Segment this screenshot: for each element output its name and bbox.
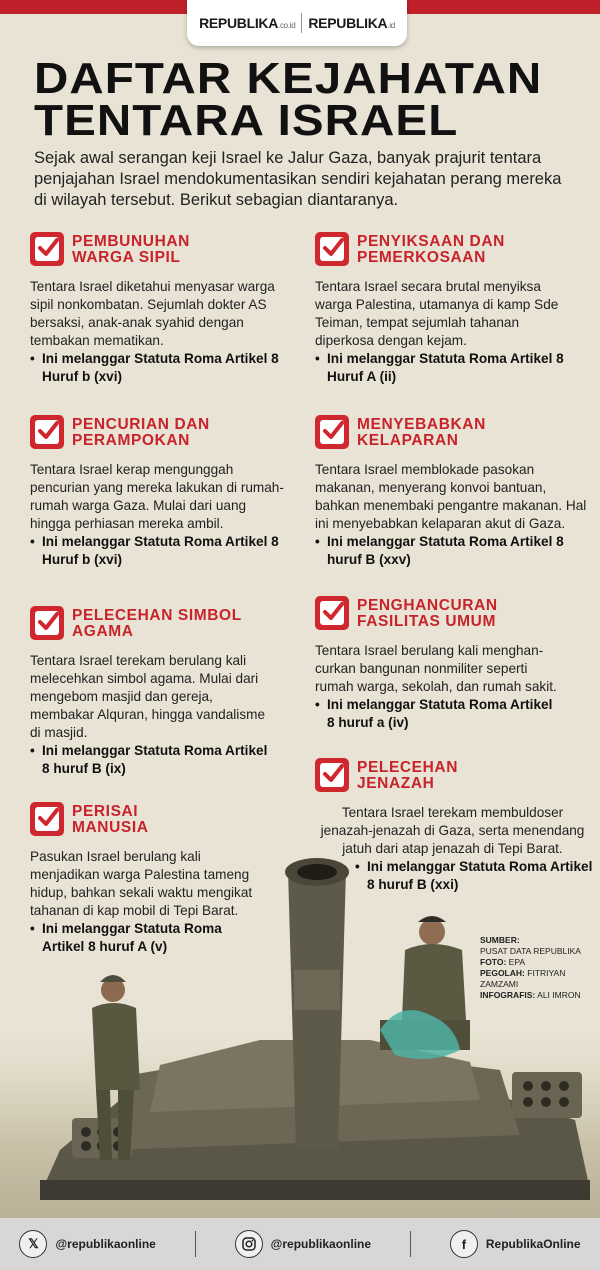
item-body: Pasukan Israel berulang kali menjadikan warga Palestina tameng hidup, bahkan sekali waktu mengikat tahanan di kap mobil di Tepi Barat. xyxy=(30,849,253,918)
item-title: PEMBUNUHAN WARGA SIPIL xyxy=(72,233,190,266)
checkmark-icon xyxy=(30,232,64,266)
x-link[interactable] xyxy=(19,1230,155,1258)
logo-tab xyxy=(187,0,407,46)
social-footer xyxy=(0,1218,600,1270)
intro-text: Sejak awal serangan keji Israel ke Jalur Gaza, banyak prajurit tentara penjajahan Israel mendokumentasikan sendiri kejahatan perang mereka di wilayah tersebut. Berikut sebagian diantaranya. xyxy=(34,149,562,209)
item-body: Tentara Israel diketahui menyasar warga sipil nonkombatan. Sejumlah dokter AS bersaksi, anak-anak syahid dengan tembakan mematikan. xyxy=(30,279,275,348)
footer-divider xyxy=(410,1231,411,1257)
item-body: Tentara Israel secara brutal menyiksa warga Palestina, utamanya di kamp Sde Teiman, tempat sejumlah tahanan diperkosa dengan kejam. xyxy=(315,279,559,348)
item-title: PELECEHAN JENAZAH xyxy=(357,759,458,792)
instagram-handle: @republikaonline xyxy=(270,1237,372,1251)
item-law: • Ini melanggar Statuta Roma Artikel 8 huruf a (iv) xyxy=(315,697,553,730)
x-handle: @republikaonline xyxy=(55,1237,156,1251)
facebook-icon: f xyxy=(450,1230,478,1258)
page-title: DAFTAR KEJAHATAN TENTARA ISRAEL xyxy=(34,54,543,145)
item-law: • Ini melanggar Statuta Roma Artikel 8 Huruf b (xvi) xyxy=(30,351,279,384)
item-body: Tentara Israel kerap mengunggah pencurian yang mereka lakukan di rumah-rumah warga Gaza. Mulai dari uang hingga perhiasan mereka ambil. xyxy=(30,462,284,531)
republika-co-id-logo[interactable]: REPUBLIKA.co.id xyxy=(199,15,296,31)
item-body: Tentara Israel memblokade pasokan makanan, menyerang konvoi bantuan, bahkan menembaki pengantre makanan. Hal ini menyebabkan kelaparan akut di Gaza. xyxy=(315,462,587,531)
item-law: • Ini melanggar Statuta Roma Artikel 8 huruf B (xxi) xyxy=(355,859,593,892)
checkmark-icon xyxy=(315,596,349,630)
item-pencurian xyxy=(30,415,290,569)
item-title: PENGHANCURAN FASILITAS UMUM xyxy=(357,597,498,630)
item-title: PENCURIAN DAN PERAMPOKAN xyxy=(72,416,210,449)
facebook-link[interactable] xyxy=(450,1230,581,1258)
item-body: Tentara Israel terekam membuldoser jenazah-jenazah di Gaza, serta menendang jatuh dari atap jenazah di Tepi Barat. xyxy=(320,805,585,856)
credits: SUMBER: PUSAT DATA REPUBLIKA FOTO: EPA PEGOLAH: FITRIYAN ZAMZAMI INFOGRAFIS: ALI IMRON xyxy=(480,935,581,1000)
item-title: PERISAI MANUSIA xyxy=(72,803,149,836)
item-pembunuhan xyxy=(30,232,290,386)
item-title: PELECEHAN SIMBOL AGAMA xyxy=(72,607,242,640)
item-law: • Ini melanggar Statuta Roma Artikel 8 Huruf b (xvi) xyxy=(30,534,279,567)
item-penghancuran xyxy=(315,596,575,732)
item-pelecehan-simbol xyxy=(30,606,290,778)
item-body: Tentara Israel terekam berulang kali melecehkan simbol agama. Mulai dari mengebom masjid dan gereja, membakar Alquran, hingga vandalisme di masjid. xyxy=(30,653,266,740)
item-penyiksaan xyxy=(315,232,575,386)
checkmark-icon xyxy=(30,415,64,449)
logo-separator xyxy=(301,13,302,33)
item-law: • Ini melanggar Statuta Roma Artikel 8 huruf A (v) xyxy=(30,921,222,954)
item-title: MENYEBABKAN KELAPARAN xyxy=(357,416,486,449)
item-law: • Ini melanggar Statuta Roma Artikel 8 huruf B (xxv) xyxy=(315,534,564,567)
checkmark-icon xyxy=(315,758,349,792)
checkmark-icon xyxy=(30,606,64,640)
checkmark-icon xyxy=(315,232,349,266)
item-title: PENYIKSAAN DAN PEMERKOSAAN xyxy=(357,233,505,266)
instagram-link[interactable] xyxy=(235,1230,371,1258)
facebook-handle: RepublikaOnline xyxy=(485,1237,581,1251)
item-body: Tentara Israel berulang kali menghan-curkan bangunan nonmiliter seperti rumah warga, sekolah, dan rumah sakit. xyxy=(315,643,557,694)
item-law: • Ini melanggar Statuta Roma Artikel 8 huruf B (ix) xyxy=(30,743,268,776)
instagram-icon xyxy=(235,1230,263,1258)
x-icon: 𝕏 xyxy=(19,1230,47,1258)
checkmark-icon xyxy=(315,415,349,449)
republika-id-logo[interactable]: REPUBLIKA.id xyxy=(308,15,395,31)
item-kelaparan xyxy=(315,415,587,569)
checkmark-icon xyxy=(30,802,64,836)
tank-soldiers-photo xyxy=(0,850,600,1218)
footer-divider xyxy=(195,1231,196,1257)
item-law: • Ini melanggar Statuta Roma Artikel 8 Huruf A (ii) xyxy=(315,351,564,384)
